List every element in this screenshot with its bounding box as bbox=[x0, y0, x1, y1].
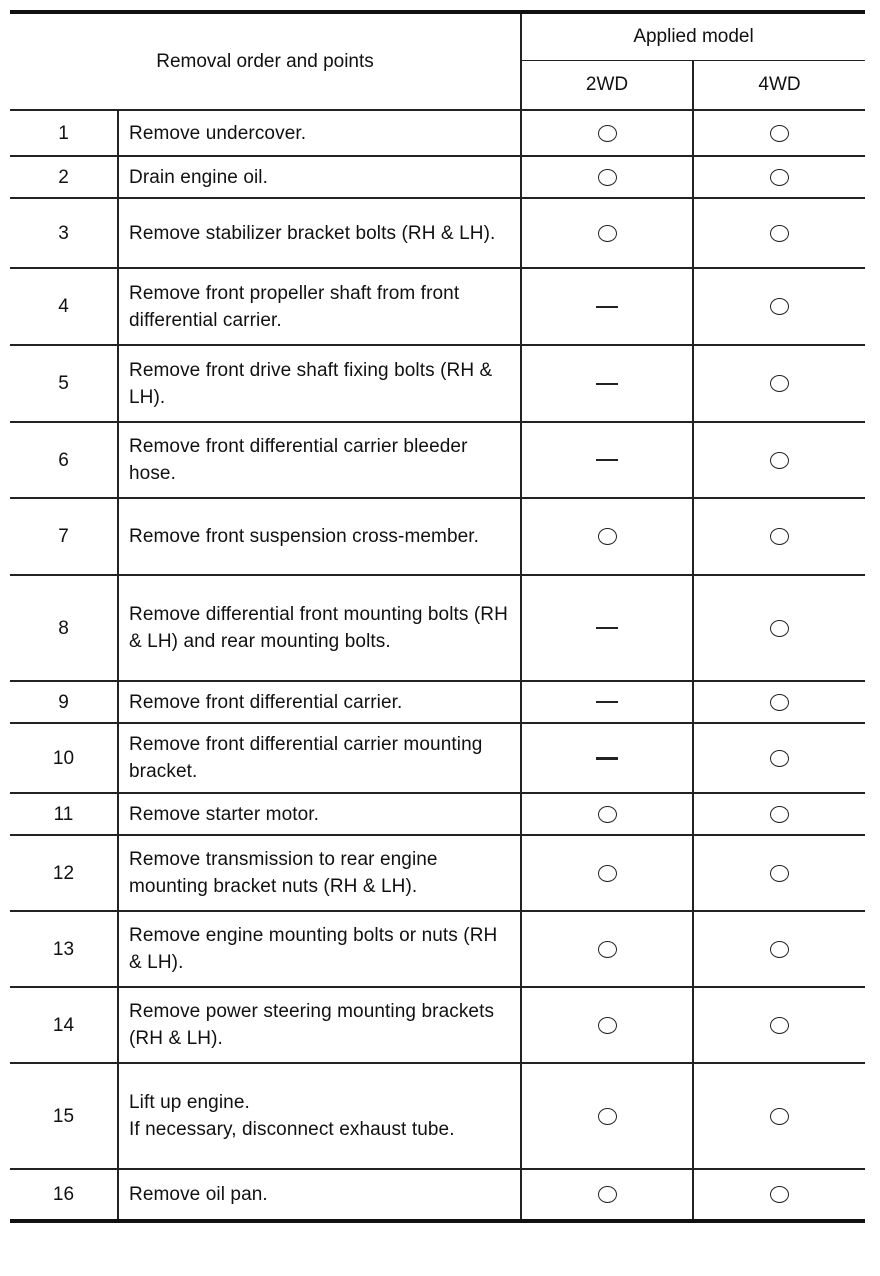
step-number: 16 bbox=[10, 1169, 118, 1221]
step-description bbox=[118, 422, 521, 498]
table-row bbox=[10, 422, 865, 498]
step-text: Lift up engine. bbox=[129, 1092, 250, 1113]
header-2wd: 2WD bbox=[521, 61, 693, 111]
cell-2wd bbox=[521, 793, 693, 835]
applicable-circle-icon bbox=[770, 750, 789, 767]
cell-4wd bbox=[693, 681, 865, 723]
step-description bbox=[118, 110, 521, 156]
step-description bbox=[118, 835, 521, 911]
cell-4wd bbox=[693, 1169, 865, 1221]
step-number: 10 bbox=[10, 723, 118, 793]
applicable-circle-icon bbox=[598, 1186, 617, 1203]
step-description bbox=[118, 268, 521, 345]
applicable-circle-icon bbox=[770, 225, 789, 242]
applicable-circle-icon bbox=[598, 806, 617, 823]
step-text-secondary: If necessary, disconnect exhaust tube. bbox=[129, 1119, 455, 1140]
cell-4wd bbox=[693, 268, 865, 345]
table-row bbox=[10, 345, 865, 422]
table-row bbox=[10, 156, 865, 198]
step-text: Remove front propeller shaft from front differential carrier. bbox=[129, 282, 460, 331]
step-number: 4 bbox=[10, 268, 118, 345]
not-applicable-dash-icon bbox=[596, 757, 618, 760]
cell-4wd bbox=[693, 345, 865, 422]
cell-4wd bbox=[693, 1063, 865, 1169]
applicable-circle-icon bbox=[598, 528, 617, 545]
table-row bbox=[10, 1063, 865, 1169]
applicable-circle-icon bbox=[770, 1108, 789, 1125]
cell-4wd bbox=[693, 835, 865, 911]
table-row bbox=[10, 835, 865, 911]
step-description bbox=[118, 1063, 521, 1169]
cell-2wd bbox=[521, 198, 693, 268]
step-description bbox=[118, 723, 521, 793]
cell-4wd bbox=[693, 575, 865, 681]
cell-4wd bbox=[693, 987, 865, 1063]
step-description bbox=[118, 1169, 521, 1221]
step-number: 14 bbox=[10, 987, 118, 1063]
cell-2wd bbox=[521, 422, 693, 498]
applied-model-header: Applied model bbox=[521, 12, 865, 61]
applicable-circle-icon bbox=[598, 225, 617, 242]
cell-2wd bbox=[521, 1169, 693, 1221]
cell-4wd bbox=[693, 110, 865, 156]
cell-4wd bbox=[693, 911, 865, 987]
step-text: Remove undercover. bbox=[129, 122, 307, 144]
step-text: Remove front differential carrier bleeder hose. bbox=[129, 436, 468, 484]
table-row bbox=[10, 793, 865, 835]
applicable-circle-icon bbox=[598, 125, 617, 142]
cell-2wd bbox=[521, 345, 693, 422]
step-description bbox=[118, 911, 521, 987]
step-text: Remove engine mounting bolts or nuts (RH & LH). bbox=[129, 925, 498, 973]
applicable-circle-icon bbox=[770, 694, 789, 711]
applicable-circle-icon bbox=[770, 941, 789, 958]
cell-2wd bbox=[521, 1063, 693, 1169]
step-text: Remove front differential carrier. bbox=[129, 691, 403, 713]
cell-4wd bbox=[693, 793, 865, 835]
applicable-circle-icon bbox=[770, 865, 789, 882]
step-description bbox=[118, 198, 521, 268]
not-applicable-dash-icon bbox=[596, 383, 618, 385]
step-text: Drain engine oil. bbox=[129, 166, 269, 188]
cell-4wd bbox=[693, 498, 865, 575]
applicable-circle-icon bbox=[770, 1186, 789, 1203]
step-description bbox=[118, 681, 521, 723]
table-row bbox=[10, 575, 865, 681]
step-number: 12 bbox=[10, 835, 118, 911]
applicable-circle-icon bbox=[598, 1017, 617, 1034]
step-number: 11 bbox=[10, 793, 118, 835]
step-text: Remove front drive shaft fixing bolts (RH & LH). bbox=[129, 359, 493, 408]
step-number: 6 bbox=[10, 422, 118, 498]
step-description bbox=[118, 575, 521, 681]
cell-2wd bbox=[521, 268, 693, 345]
table-row bbox=[10, 498, 865, 575]
cell-2wd bbox=[521, 575, 693, 681]
step-number: 15 bbox=[10, 1063, 118, 1169]
table-row bbox=[10, 1169, 865, 1221]
applicable-circle-icon bbox=[770, 169, 789, 186]
step-description bbox=[118, 498, 521, 575]
not-applicable-dash-icon bbox=[596, 701, 618, 703]
step-text: Remove transmission to rear engine mounting bracket nuts (RH & LH). bbox=[129, 849, 438, 897]
cell-2wd bbox=[521, 987, 693, 1063]
table-row bbox=[10, 681, 865, 723]
cell-4wd bbox=[693, 723, 865, 793]
not-applicable-dash-icon bbox=[596, 306, 618, 308]
cell-4wd bbox=[693, 156, 865, 198]
cell-2wd bbox=[521, 681, 693, 723]
step-number: 5 bbox=[10, 345, 118, 422]
step-number: 7 bbox=[10, 498, 118, 575]
cell-4wd bbox=[693, 422, 865, 498]
applicable-circle-icon bbox=[770, 1017, 789, 1034]
cell-2wd bbox=[521, 835, 693, 911]
applicable-circle-icon bbox=[598, 169, 617, 186]
applicable-circle-icon bbox=[598, 941, 617, 958]
applicable-circle-icon bbox=[770, 375, 789, 392]
cell-2wd bbox=[521, 911, 693, 987]
step-number: 9 bbox=[10, 681, 118, 723]
step-text: Remove starter motor. bbox=[129, 803, 320, 825]
step-number: 3 bbox=[10, 198, 118, 268]
applicable-circle-icon bbox=[598, 865, 617, 882]
cell-2wd bbox=[521, 498, 693, 575]
step-text: Remove oil pan. bbox=[129, 1184, 268, 1205]
step-description bbox=[118, 345, 521, 422]
applicable-circle-icon bbox=[770, 528, 789, 545]
header-4wd: 4WD bbox=[693, 61, 865, 111]
applicable-circle-icon bbox=[770, 298, 789, 315]
applicable-circle-icon bbox=[770, 452, 789, 469]
cell-2wd bbox=[521, 110, 693, 156]
table-row bbox=[10, 911, 865, 987]
cell-2wd bbox=[521, 723, 693, 793]
step-description bbox=[118, 987, 521, 1063]
step-text: Remove front suspension cross-member. bbox=[129, 526, 480, 547]
removal-order-header: Removal order and points bbox=[10, 12, 521, 110]
step-text: Remove stabilizer bracket bolts (RH & LH). bbox=[129, 222, 496, 244]
table-row bbox=[10, 198, 865, 268]
removal-table bbox=[10, 10, 865, 1223]
step-number: 13 bbox=[10, 911, 118, 987]
step-text: Remove front differential carrier mounting bracket. bbox=[129, 734, 483, 782]
step-number: 8 bbox=[10, 575, 118, 681]
applicable-circle-icon bbox=[770, 125, 789, 142]
cell-2wd bbox=[521, 156, 693, 198]
applicable-circle-icon bbox=[598, 1108, 617, 1125]
step-description bbox=[118, 156, 521, 198]
table-row bbox=[10, 268, 865, 345]
step-number: 2 bbox=[10, 156, 118, 198]
step-text: Remove power steering mounting brackets (RH & LH). bbox=[129, 1001, 495, 1049]
step-number: 1 bbox=[10, 110, 118, 156]
step-description bbox=[118, 793, 521, 835]
table-row bbox=[10, 110, 865, 156]
cell-4wd bbox=[693, 198, 865, 268]
step-text: Remove differential front mounting bolts (RH & LH) and rear mounting bolts. bbox=[129, 604, 508, 652]
table-row bbox=[10, 987, 865, 1063]
not-applicable-dash-icon bbox=[596, 459, 618, 461]
not-applicable-dash-icon bbox=[596, 627, 618, 629]
applicable-circle-icon bbox=[770, 806, 789, 823]
applicable-circle-icon bbox=[770, 620, 789, 637]
table-row bbox=[10, 723, 865, 793]
